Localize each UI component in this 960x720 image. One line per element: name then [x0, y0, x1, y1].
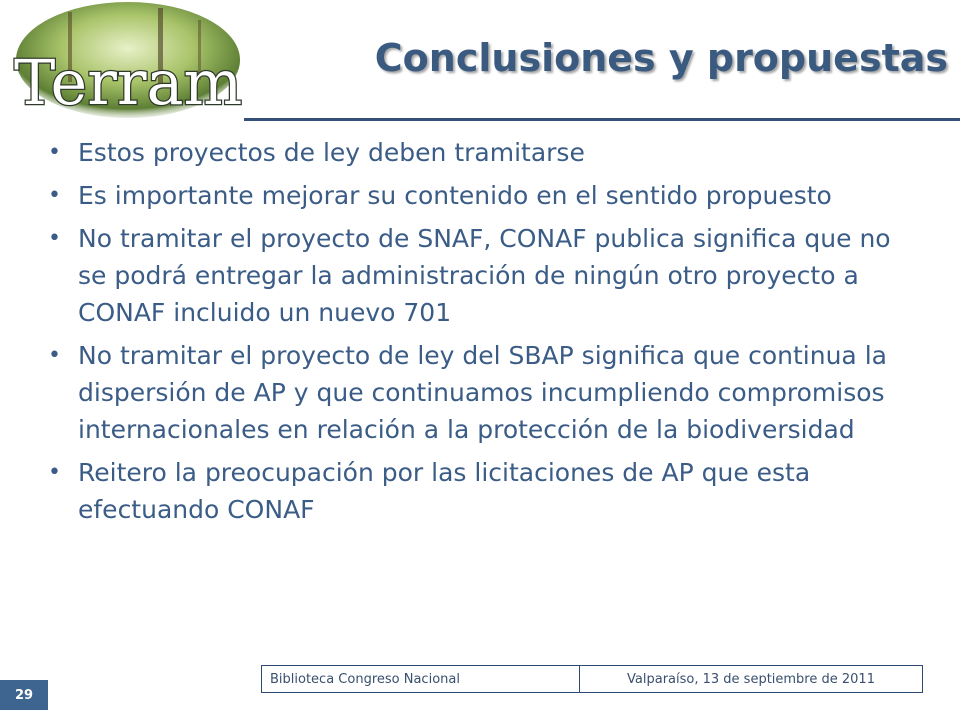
- page-number-badge: 29: [0, 680, 48, 710]
- bullet-dot-icon: •: [48, 140, 61, 165]
- footer-venue: Biblioteca Congreso Nacional: [262, 666, 580, 692]
- bullet-item: • Reitero la preocupación por las licitaciones de AP que esta efectuando CONAF: [44, 454, 924, 528]
- bullet-dot-icon: •: [48, 343, 61, 368]
- bullet-item: • Estos proyectos de ley deben tramitarse: [44, 134, 924, 171]
- bullet-dot-icon: •: [48, 460, 61, 485]
- bullet-item: • No tramitar el proyecto de SNAF, CONAF publica significa que no se podrá entregar la administración de ningún otro proyecto a CONAF incluido un nuevo 701: [44, 220, 924, 331]
- footer-date: Valparaíso, 13 de septiembre de 2011: [627, 671, 875, 687]
- bullet-dot-icon: •: [48, 183, 61, 208]
- bullet-item: • No tramitar el proyecto de ley del SBAP significa que continua la dispersión de AP y que continuamos incumpliendo compromisos internacionales en relación a la protección de la biodiversidad: [44, 337, 924, 448]
- bullet-dot-icon: •: [48, 226, 61, 251]
- bullet-list: [44, 134, 924, 534]
- logo-wordmark: Terram: [14, 46, 243, 119]
- terram-logo: [8, 2, 244, 122]
- bullet-item: • Es importante mejorar su contenido en el sentido propuesto: [44, 177, 924, 214]
- slide-title: Conclusiones y propuestas: [374, 36, 948, 80]
- title-divider: [244, 118, 960, 121]
- footer-table: [261, 665, 923, 693]
